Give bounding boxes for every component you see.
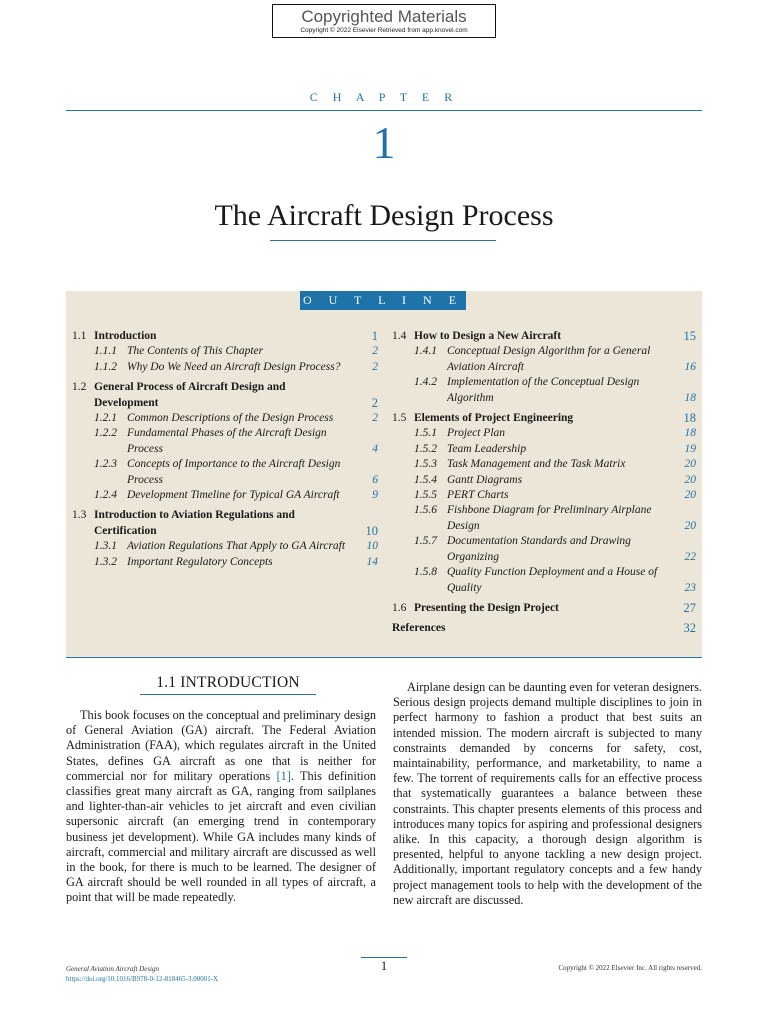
toc-subsection-entry[interactable] (72, 344, 378, 359)
toc-subsection-entry[interactable] (72, 411, 378, 426)
toc-number: 1.5.1 (414, 427, 437, 440)
toc-page-number: 27 (683, 600, 696, 615)
toc-right-column (392, 329, 696, 637)
toc-page-number: 18 (683, 411, 696, 426)
footer-journal: General Aviation Aircraft Design (66, 965, 160, 973)
toc-subsection-entry[interactable] (392, 457, 696, 472)
toc-title: Concepts of Importance to the Aircraft Design Process (127, 458, 341, 486)
stamp-title: Copyrighted Materials (301, 7, 467, 26)
toc-number: 1.2.4 (94, 489, 117, 502)
toc-title: PERT Charts (447, 489, 509, 502)
toc-number: 1.1 (72, 330, 87, 342)
outline-label: O U T L I N E (300, 291, 466, 310)
toc-title: Common Descriptions of the Design Process (127, 412, 334, 425)
toc-number: 1.5.2 (414, 442, 437, 455)
toc-section-entry[interactable] (392, 601, 696, 616)
toc-number: 1.5.7 (414, 535, 437, 548)
title-rule (270, 240, 496, 241)
toc-number: 1.5 (392, 412, 407, 425)
toc-title: General Process of Aircraft Design and Development (94, 381, 286, 409)
toc-subsection-entry[interactable] (72, 488, 378, 503)
toc-subsection-entry[interactable] (392, 503, 696, 534)
toc-left-column (72, 329, 378, 570)
toc-subsection-entry[interactable] (72, 539, 378, 554)
toc-title: Fundamental Phases of the Aircraft Design Process (127, 427, 327, 455)
stamp-subtitle: Copyright © 2022 Elsevier Retrieved from app.knovel.com (300, 27, 468, 34)
toc-page-number: 16 (684, 360, 696, 373)
toc-page-number: 23 (684, 581, 696, 594)
toc-page-number: 2 (371, 395, 378, 410)
toc-title: The Contents of This Chapter (127, 345, 264, 358)
toc-section-entry[interactable] (392, 411, 696, 426)
toc-number: 1.2.1 (94, 412, 117, 425)
toc-number: 1.4 (392, 330, 407, 342)
chapter-rule (66, 110, 702, 111)
toc-title: Aviation Regulations That Apply to GA Aircraft (127, 540, 346, 553)
toc-subsection-entry[interactable] (72, 555, 378, 570)
toc-number: 1.5.5 (414, 489, 437, 502)
toc-page-number: 18 (684, 391, 696, 404)
toc-subsection-entry[interactable] (392, 426, 696, 441)
toc-title: Conceptual Design Algorithm for a General Aviation Aircraft (447, 345, 651, 373)
toc-number: 1.2 (72, 381, 87, 394)
toc-title: Why Do We Need an Aircraft Design Process? (127, 360, 341, 373)
toc-subsection-entry[interactable] (392, 488, 696, 503)
citation-link[interactable]: [1] (276, 768, 291, 783)
toc-number: 1.3.2 (94, 555, 117, 568)
toc-page-number: 2 (372, 360, 378, 373)
toc-page-number: 10 (365, 523, 378, 538)
toc-page-number: 9 (372, 489, 378, 502)
toc-page-number: 22 (684, 550, 696, 563)
toc-page-number: 10 (366, 540, 378, 553)
toc-title: Introduction (94, 330, 157, 342)
toc-section-entry[interactable] (72, 508, 378, 539)
toc-page-number: 14 (366, 555, 378, 568)
toc-title: Elements of Project Engineering (414, 412, 574, 425)
toc-title: Quality Function Deployment and a House of Quality (447, 566, 658, 594)
toc-section-entry[interactable] (72, 329, 378, 344)
toc-page-number: 6 (372, 473, 378, 486)
copyright-stamp (272, 4, 496, 38)
toc-title: Introduction to Aviation Regulations and Certification (94, 509, 295, 537)
footer-copyright: Copyright © 2022 Elsevier Inc. All rights reserved. (558, 964, 702, 972)
toc-number: 1.5.4 (414, 473, 437, 486)
toc-number: 1.4.1 (414, 345, 437, 358)
toc-subsection-entry[interactable] (392, 442, 696, 457)
toc-number: 1.6 (392, 601, 407, 614)
body-left-text-a: This book focuses on the conceptual and preliminary design of General Aviation (GA) aircraft. The Federal Aviation Administration (FAA), which regulates aircraft in the United States, defines GA aircraft as one that is neither for commercial nor for military operations (66, 708, 376, 783)
toc-number: 1.5.8 (414, 566, 437, 579)
toc-title: Documentation Standards and Drawing Organizing (447, 535, 631, 563)
toc-number: 1.2.2 (94, 427, 117, 440)
toc-subsection-entry[interactable] (392, 534, 696, 565)
toc-number: 1.3.1 (94, 540, 117, 553)
toc-title: References (392, 622, 446, 635)
body-left-text-b: . This definition classifies great many aircraft as GA, ranging from sailplanes and lighter-than-air vehicles to jet aircraft and even civilian supersonic aircraft (an emerging trend in contemporary business jet development). While GA includes many kinds of aircraft, commercial and military aircraft are discussed as well in the book, for there is much to be learned. The designer of GA aircraft should be well rounded in all types of aircraft, a point that will be made repeatedly. (66, 768, 376, 905)
section-heading: 1.1 INTRODUCTION (156, 674, 300, 691)
toc-page-number: 20 (684, 473, 696, 486)
body-right-text: Airplane design can be daunting even for veteran designers. Serious design projects demand multiple disciplines to join in perfect harmony to fashion a product that best suits an intended mission. The modern aircraft is subjected to many constraints demanded by concerns for safety, cost, maintainability, performance, and marketability, to name a few. The torrent of requirements calls for an effective process that systematically guarantees a balance between these constraints. This chapter presents elements of this process and introduces many topics for aspiring and professional designers alike. In this capacity, a thorough design algorithm is presented, helpful to anyone tackling a new design project. Additionally, important regulatory concepts and a few handy project management tools to help with the development of the new aircraft are discussed. (393, 680, 702, 907)
toc-page-number: 20 (684, 458, 696, 471)
toc-subsection-entry[interactable] (392, 473, 696, 488)
toc-title: Fishbone Diagram for Preliminary Airplane Design (447, 504, 652, 532)
toc-number: 1.4.2 (414, 376, 437, 389)
toc-page-number: 20 (684, 519, 696, 532)
toc-subsection-entry[interactable] (72, 426, 378, 457)
toc-page-number: 15 (683, 329, 696, 343)
toc-number: 1.2.3 (94, 458, 117, 471)
toc-page-number: 19 (684, 442, 696, 455)
footer-page-number: 1 (380, 958, 388, 973)
toc-page-number: 2 (372, 412, 378, 425)
body-left-column (66, 708, 376, 906)
toc-title: Task Management and the Task Matrix (447, 458, 626, 471)
chapter-title: The Aircraft Design Process (214, 199, 554, 232)
toc-title: Team Leadership (447, 442, 527, 455)
toc-references-entry[interactable] (392, 621, 696, 636)
toc-page-number: 18 (684, 427, 696, 440)
toc-title: Gantt Diagrams (447, 473, 523, 486)
chapter-number: 1 (372, 117, 396, 168)
chapter-label: C H A P T E R (309, 90, 459, 104)
toc-title: How to Design a New Aircraft (414, 330, 562, 342)
toc-page-number: 32 (683, 621, 696, 636)
toc-title: Implementation of the Conceptual Design Algorithm (447, 376, 640, 404)
toc-number: 1.3 (72, 509, 87, 522)
toc-subsection-entry[interactable] (392, 565, 696, 596)
section-heading-rule (140, 694, 316, 695)
toc-subsection-entry[interactable] (392, 344, 696, 375)
toc-number: 1.5.3 (414, 458, 437, 471)
toc-number: 1.1.1 (94, 345, 117, 358)
toc-page-number: 20 (684, 489, 696, 502)
body-right-column (393, 680, 702, 908)
toc-page-number: 4 (372, 442, 378, 455)
toc-title: Project Plan (447, 427, 506, 440)
toc-title: Development Timeline for Typical GA Aircraft (127, 489, 340, 502)
toc-section-entry[interactable] (72, 380, 378, 411)
footer-doi-link[interactable]: https://doi.org/10.1016/B978-0-12-818465-3.00001-X (66, 975, 219, 983)
toc-number: 1.5.6 (414, 504, 437, 517)
toc-section-entry[interactable] (392, 329, 696, 344)
toc-title: Presenting the Design Project (414, 601, 559, 614)
toc-number: 1.1.2 (94, 360, 117, 373)
toc-title: Important Regulatory Concepts (127, 555, 273, 568)
toc-subsection-entry[interactable] (72, 457, 378, 488)
toc-page-number: 1 (371, 329, 378, 343)
toc-subsection-entry[interactable] (392, 375, 696, 406)
toc-page-number: 2 (372, 345, 378, 358)
toc-subsection-entry[interactable] (72, 360, 378, 375)
